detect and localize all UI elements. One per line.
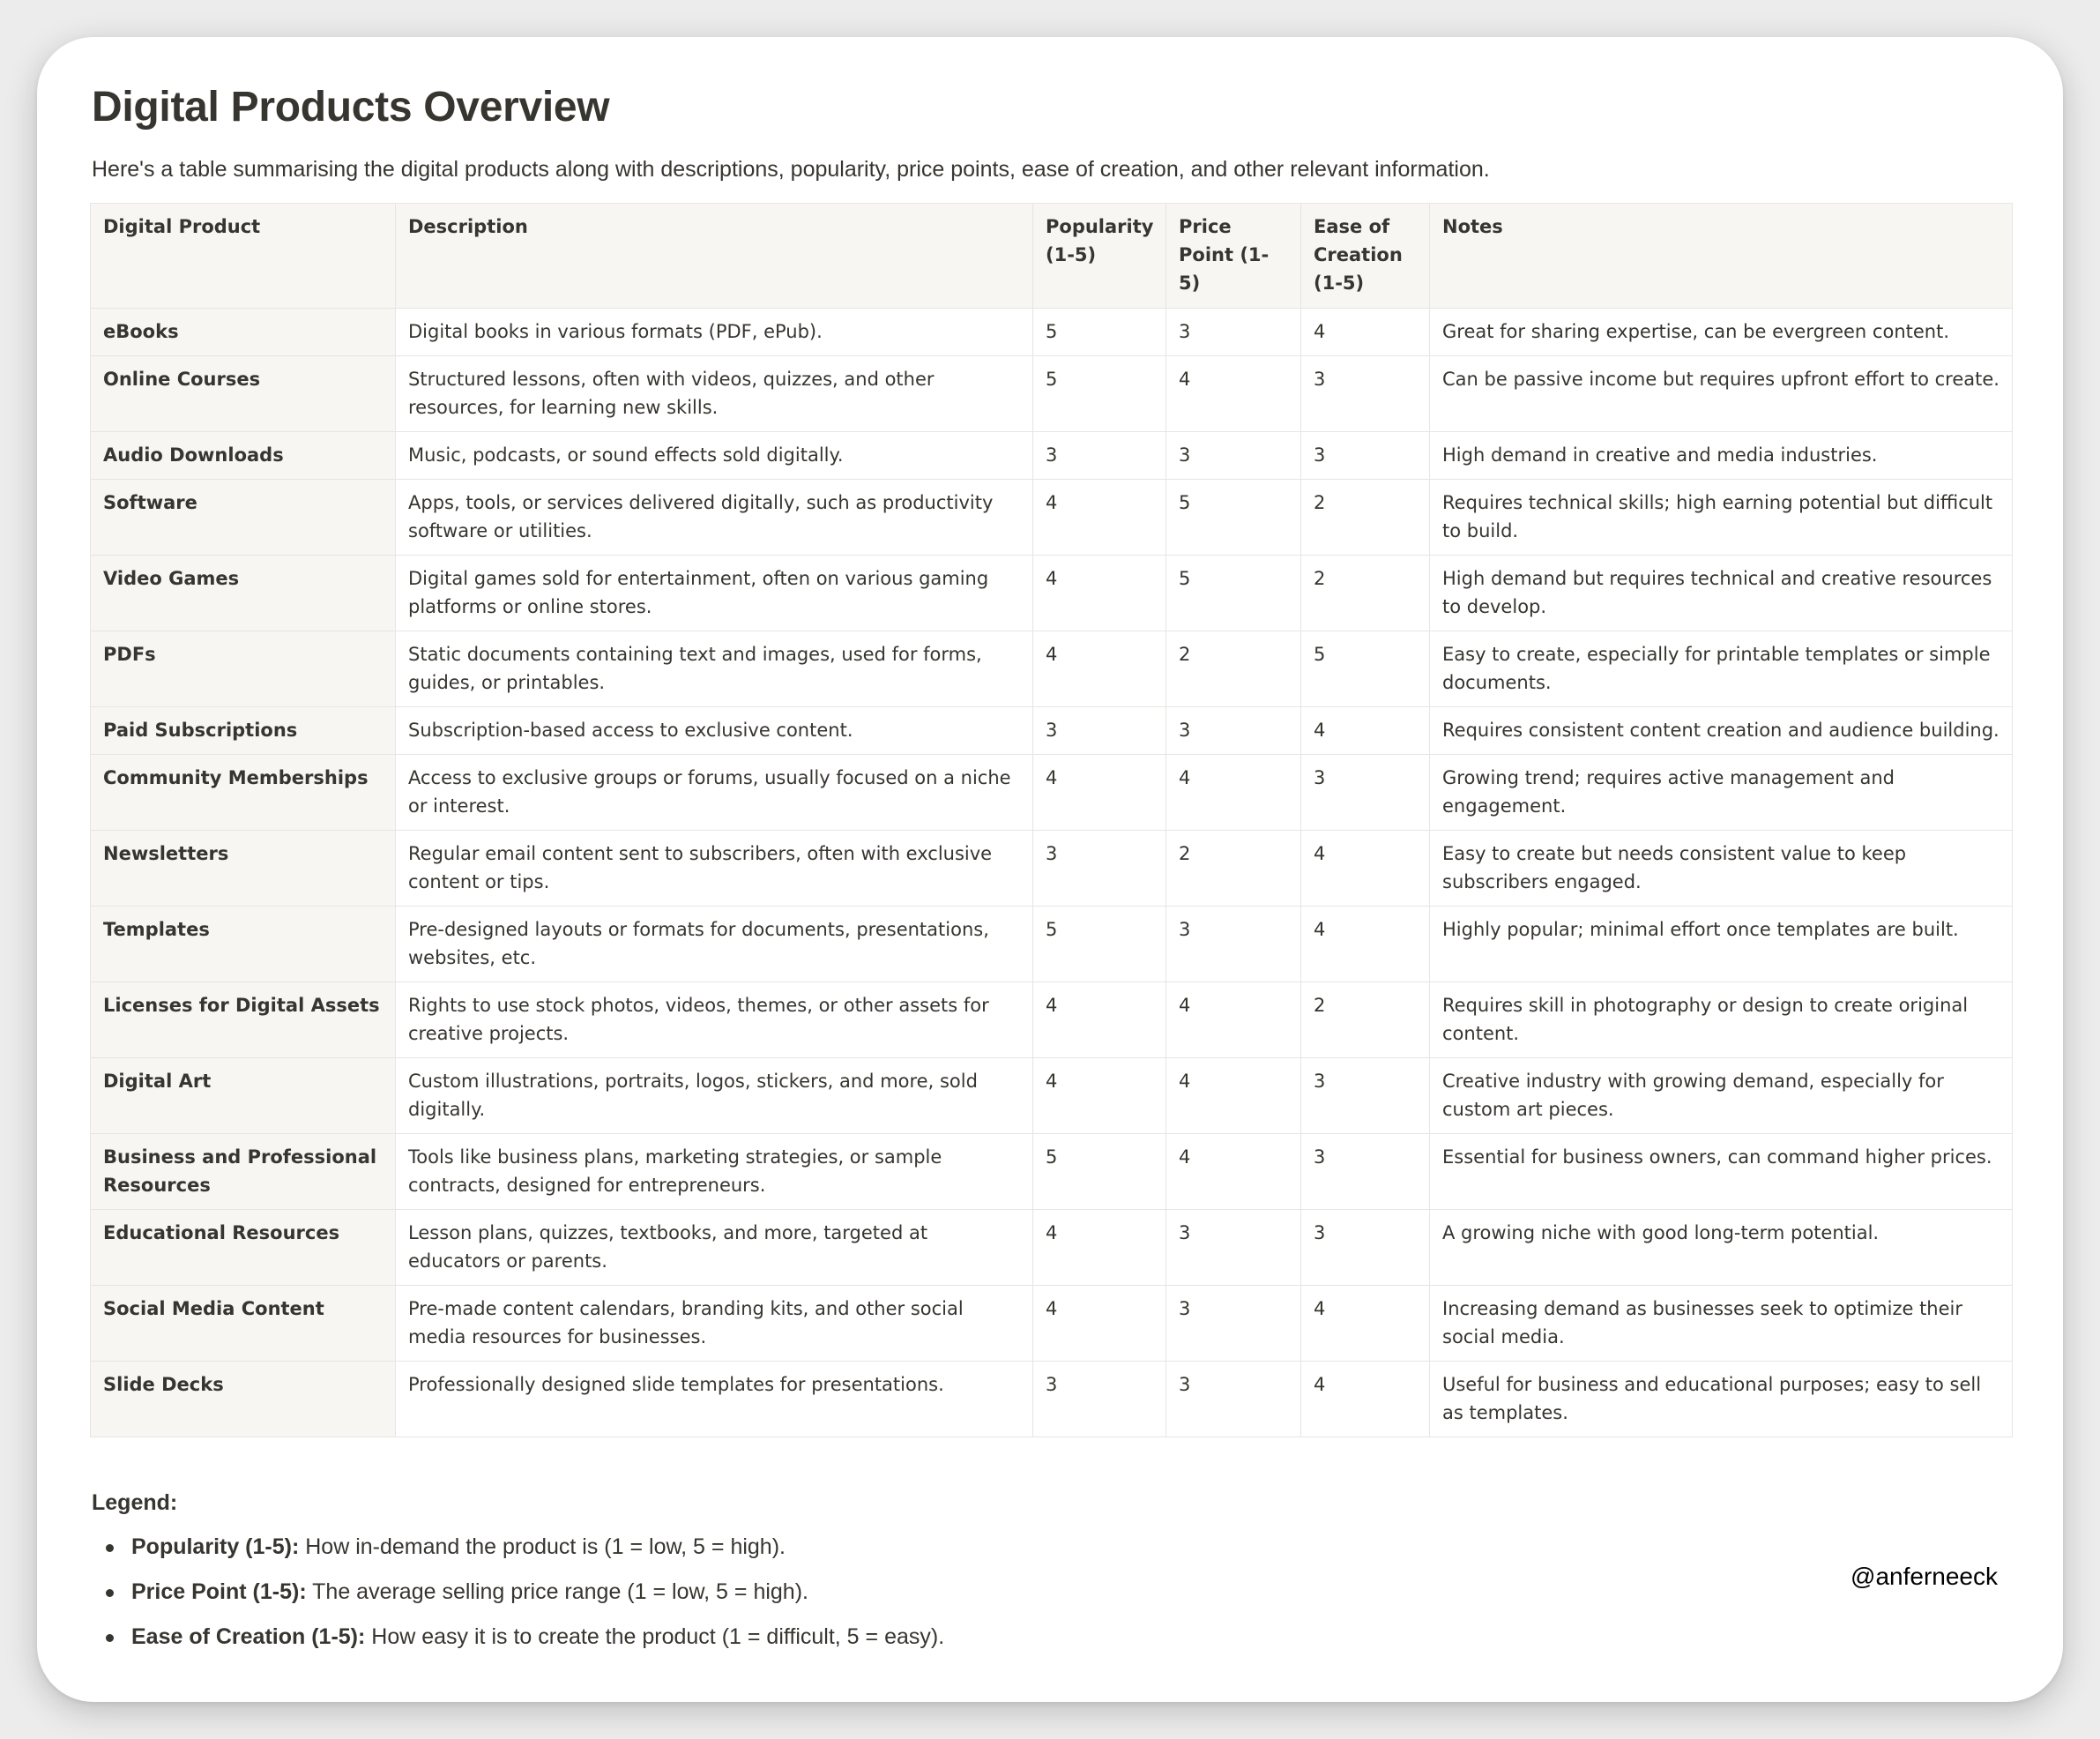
notes-cell: Useful for business and educational purposes; easy to sell as templates. <box>1430 1362 2013 1437</box>
table-row <box>91 309 2013 356</box>
product-cell: Paid Subscriptions <box>91 707 396 755</box>
ease-of-creation-cell: 4 <box>1301 907 1430 982</box>
product-cell: Slide Decks <box>91 1362 396 1437</box>
notes-cell: Easy to create, especially for printable templates or simple documents. <box>1430 631 2013 707</box>
price-point-cell: 3 <box>1166 907 1301 982</box>
ease-of-creation-cell: 3 <box>1301 356 1430 432</box>
ease-of-creation-cell: 4 <box>1301 1286 1430 1362</box>
description-cell: Rights to use stock photos, videos, themes, or other assets for creative projects. <box>396 982 1033 1058</box>
column-header-price-point: Price Point (1-5) <box>1166 204 1301 309</box>
popularity-cell: 4 <box>1033 631 1166 707</box>
popularity-cell: 5 <box>1033 1134 1166 1210</box>
description-cell: Apps, tools, or services delivered digitally, such as productivity software or utilities. <box>396 480 1033 556</box>
legend-item <box>92 1579 944 1623</box>
price-point-cell: 3 <box>1166 432 1301 480</box>
popularity-cell: 3 <box>1033 1362 1166 1437</box>
product-cell: Software <box>91 480 396 556</box>
price-point-cell: 2 <box>1166 631 1301 707</box>
notes-cell: Highly popular; minimal effort once templates are built. <box>1430 907 2013 982</box>
price-point-cell: 4 <box>1166 755 1301 831</box>
price-point-cell: 5 <box>1166 556 1301 631</box>
notes-cell: Easy to create but needs consistent value to keep subscribers engaged. <box>1430 831 2013 907</box>
table-row <box>91 432 2013 480</box>
legend-text: How easy it is to create the product (1 = difficult, 5 = easy). <box>365 1624 945 1649</box>
ease-of-creation-cell: 4 <box>1301 831 1430 907</box>
ease-of-creation-cell: 4 <box>1301 309 1430 356</box>
product-cell: Business and Professional Resources <box>91 1134 396 1210</box>
notes-cell: Creative industry with growing demand, especially for custom art pieces. <box>1430 1058 2013 1134</box>
table-row <box>91 356 2013 432</box>
popularity-cell: 5 <box>1033 356 1166 432</box>
table-row <box>91 1134 2013 1210</box>
product-cell: Social Media Content <box>91 1286 396 1362</box>
legend-text: How in-demand the product is (1 = low, 5 = high). <box>299 1534 786 1559</box>
price-point-cell: 2 <box>1166 831 1301 907</box>
table-row <box>91 755 2013 831</box>
price-point-cell: 5 <box>1166 480 1301 556</box>
notes-cell: High demand in creative and media industries. <box>1430 432 2013 480</box>
description-cell: Professionally designed slide templates for presentations. <box>396 1362 1033 1437</box>
description-cell: Static documents containing text and images, used for forms, guides, or printables. <box>396 631 1033 707</box>
ease-of-creation-cell: 2 <box>1301 982 1430 1058</box>
legend-term: Price Point (1-5): <box>131 1579 307 1604</box>
popularity-cell: 5 <box>1033 907 1166 982</box>
intro-paragraph: Here's a table summarising the digital products along with descriptions, popularity, price points, ease of creation, and other relevant information. <box>92 157 1490 182</box>
description-cell: Digital games sold for entertainment, often on various gaming platforms or online stores. <box>396 556 1033 631</box>
notes-cell: Growing trend; requires active management and engagement. <box>1430 755 2013 831</box>
price-point-cell: 3 <box>1166 309 1301 356</box>
popularity-cell: 4 <box>1033 556 1166 631</box>
popularity-cell: 4 <box>1033 1286 1166 1362</box>
price-point-cell: 4 <box>1166 356 1301 432</box>
description-cell: Digital books in various formats (PDF, ePub). <box>396 309 1033 356</box>
notes-cell: Great for sharing expertise, can be evergreen content. <box>1430 309 2013 356</box>
product-cell: Digital Art <box>91 1058 396 1134</box>
product-cell: Templates <box>91 907 396 982</box>
table-row <box>91 1286 2013 1362</box>
table-row <box>91 556 2013 631</box>
description-cell: Structured lessons, often with videos, quizzes, and other resources, for learning new skills. <box>396 356 1033 432</box>
notes-cell: Requires technical skills; high earning potential but difficult to build. <box>1430 480 2013 556</box>
popularity-cell: 3 <box>1033 707 1166 755</box>
table-row <box>91 831 2013 907</box>
product-cell: Audio Downloads <box>91 432 396 480</box>
column-header-description: Description <box>396 204 1033 309</box>
price-point-cell: 4 <box>1166 1058 1301 1134</box>
popularity-cell: 4 <box>1033 1058 1166 1134</box>
price-point-cell: 4 <box>1166 1134 1301 1210</box>
description-cell: Access to exclusive groups or forums, usually focused on a niche or interest. <box>396 755 1033 831</box>
product-cell: Newsletters <box>91 831 396 907</box>
table-row <box>91 480 2013 556</box>
notes-cell: A growing niche with good long-term potential. <box>1430 1210 2013 1286</box>
description-cell: Subscription-based access to exclusive content. <box>396 707 1033 755</box>
popularity-cell: 3 <box>1033 831 1166 907</box>
description-cell: Custom illustrations, portraits, logos, stickers, and more, sold digitally. <box>396 1058 1033 1134</box>
popularity-cell: 4 <box>1033 480 1166 556</box>
table-row <box>91 1210 2013 1286</box>
legend-term: Popularity (1-5): <box>131 1534 300 1559</box>
products-table <box>90 203 2013 1437</box>
notes-cell: Requires skill in photography or design to create original content. <box>1430 982 2013 1058</box>
table-row <box>91 707 2013 755</box>
column-header-ease-of-creation: Ease of Creation (1-5) <box>1301 204 1430 309</box>
column-header-popularity: Popularity (1-5) <box>1033 204 1166 309</box>
legend-text: The average selling price range (1 = low, 5 = high). <box>306 1579 808 1604</box>
price-point-cell: 3 <box>1166 707 1301 755</box>
ease-of-creation-cell: 3 <box>1301 432 1430 480</box>
notes-cell: Essential for business owners, can command higher prices. <box>1430 1134 2013 1210</box>
popularity-cell: 3 <box>1033 432 1166 480</box>
price-point-cell: 3 <box>1166 1286 1301 1362</box>
price-point-cell: 4 <box>1166 982 1301 1058</box>
table-row <box>91 982 2013 1058</box>
column-header-product: Digital Product <box>91 204 396 309</box>
table-row <box>91 907 2013 982</box>
product-cell: Community Memberships <box>91 755 396 831</box>
ease-of-creation-cell: 3 <box>1301 1210 1430 1286</box>
product-cell: Online Courses <box>91 356 396 432</box>
ease-of-creation-cell: 4 <box>1301 707 1430 755</box>
product-cell: eBooks <box>91 309 396 356</box>
author-handle: @anferneeck <box>1851 1563 1998 1590</box>
description-cell: Pre-made content calendars, branding kits, and other social media resources for businesses. <box>396 1286 1033 1362</box>
description-cell: Lesson plans, quizzes, textbooks, and more, targeted at educators or parents. <box>396 1210 1033 1286</box>
column-header-notes: Notes <box>1430 204 2013 309</box>
notes-cell: Can be passive income but requires upfront effort to create. <box>1430 356 2013 432</box>
legend-list <box>92 1534 944 1668</box>
legend-term: Ease of Creation (1-5): <box>131 1624 366 1649</box>
legend-title: Legend: <box>92 1490 178 1515</box>
content-card <box>37 37 2063 1702</box>
table-row <box>91 1362 2013 1437</box>
page-title: Digital Products Overview <box>92 84 610 131</box>
ease-of-creation-cell: 3 <box>1301 755 1430 831</box>
notes-cell: High demand but requires technical and creative resources to develop. <box>1430 556 2013 631</box>
description-cell: Pre-designed layouts or formats for documents, presentations, websites, etc. <box>396 907 1033 982</box>
ease-of-creation-cell: 4 <box>1301 1362 1430 1437</box>
description-cell: Tools like business plans, marketing strategies, or sample contracts, designed for entrepreneurs. <box>396 1134 1033 1210</box>
notes-cell: Increasing demand as businesses seek to optimize their social media. <box>1430 1286 2013 1362</box>
legend-item <box>92 1534 944 1579</box>
product-cell: Video Games <box>91 556 396 631</box>
table-body <box>91 309 2013 1437</box>
product-cell: Educational Resources <box>91 1210 396 1286</box>
product-cell: PDFs <box>91 631 396 707</box>
description-cell: Music, podcasts, or sound effects sold digitally. <box>396 432 1033 480</box>
ease-of-creation-cell: 2 <box>1301 556 1430 631</box>
popularity-cell: 4 <box>1033 982 1166 1058</box>
table-row <box>91 1058 2013 1134</box>
ease-of-creation-cell: 3 <box>1301 1134 1430 1210</box>
table-row <box>91 631 2013 707</box>
price-point-cell: 3 <box>1166 1210 1301 1286</box>
ease-of-creation-cell: 5 <box>1301 631 1430 707</box>
product-cell: Licenses for Digital Assets <box>91 982 396 1058</box>
popularity-cell: 4 <box>1033 755 1166 831</box>
ease-of-creation-cell: 3 <box>1301 1058 1430 1134</box>
ease-of-creation-cell: 2 <box>1301 480 1430 556</box>
legend-item <box>92 1623 944 1668</box>
popularity-cell: 5 <box>1033 309 1166 356</box>
table-header-row <box>91 204 2013 309</box>
popularity-cell: 4 <box>1033 1210 1166 1286</box>
price-point-cell: 3 <box>1166 1362 1301 1437</box>
notes-cell: Requires consistent content creation and audience building. <box>1430 707 2013 755</box>
description-cell: Regular email content sent to subscribers, often with exclusive content or tips. <box>396 831 1033 907</box>
